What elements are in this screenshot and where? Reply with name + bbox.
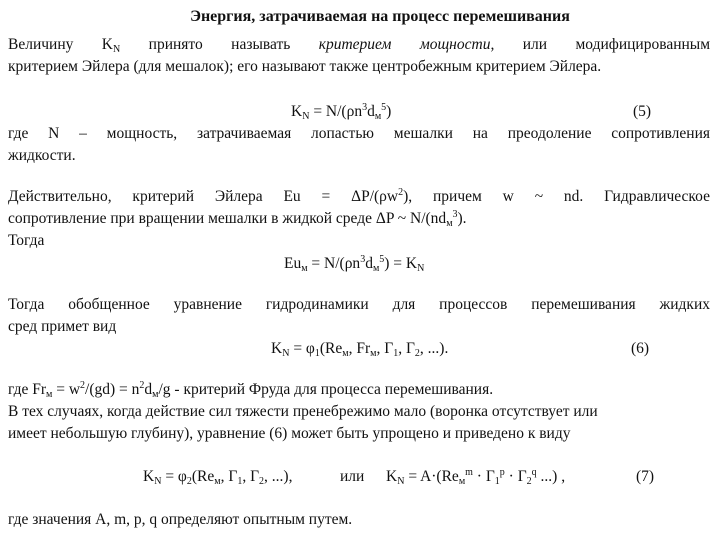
paragraph-line: где $Fr_м = w^2/(gd) = n^2d_м/g$ - критерий Фруда для процесса перемешивания. bbox=[8, 380, 494, 400]
equation-number: (6) bbox=[631, 340, 650, 357]
paragraph-line: жидкости. bbox=[8, 147, 76, 164]
subscript: N bbox=[113, 44, 121, 55]
equation-number: (7) bbox=[636, 468, 655, 485]
text: принято называть bbox=[120, 36, 319, 53]
text: Величину K bbox=[8, 36, 113, 53]
paragraph-line: где значения A, m, p, q определяют опытным путем. bbox=[8, 511, 353, 528]
paragraph-line bbox=[8, 34, 710, 56]
formula-7a: $K_N = \varphi_2(Re_м$, $Г_1$, $Г_2$, ...), bbox=[143, 468, 293, 487]
paragraph-line: Действительно, критерий Эйлера $Eu = \Delta P/(\rho w^2)$, причем w ~ nd. Гидравлическое bbox=[8, 187, 710, 205]
formula-6: $K_N = \varphi_1(Re_м$, $Fr_м$, $Г_1$, $Г_2$, ...). bbox=[271, 340, 449, 359]
paragraph-line: Тогда bbox=[8, 232, 45, 249]
formula-or: или bbox=[340, 468, 365, 485]
formula-5: $K_N = N/(\rho n^3d_м^5)$ bbox=[291, 102, 392, 122]
paragraph-line: имеет небольшую глубину), уравнение (6) может быть упрощено и приведено к виду bbox=[8, 425, 571, 442]
paragraph-line: где N – мощность, затрачиваемая лопастью мешалки на преодоление сопротивления bbox=[8, 125, 710, 142]
paragraph-line: сред примет вид bbox=[8, 318, 117, 335]
paragraph-line: критерием Эйлера (для мешалок); его называют также центробежным критерием Эйлера. bbox=[8, 58, 602, 75]
formula-euler: $Eu_м = N/(\rho n^3d_м^5) = K_N$ bbox=[284, 254, 425, 274]
equation-number: (5) bbox=[633, 103, 652, 120]
paragraph-line: Тогда обобщенное уравнение гидродинамики для процессов перемешивания жидких bbox=[8, 296, 710, 313]
formula-7b: $K_N = A\cdot(Re_м^m \cdot Г_1^p \cdot Г_2^q$ ...) , bbox=[386, 467, 566, 487]
paragraph-line: сопротивление при вращении мешалки в жидкой среде ΔP ~ $N/(nd_м^3)$. bbox=[8, 209, 467, 229]
italic-term: критерием мощности, bbox=[318, 36, 495, 53]
paragraph-line: В тех случаях, когда действие сил тяжести пренебрежимо мало (воронка отсутствует или bbox=[8, 403, 598, 420]
text: или модифицированным bbox=[494, 36, 711, 53]
page-title: Энергия, затрачиваемая на процесс перемешивания bbox=[190, 8, 570, 25]
